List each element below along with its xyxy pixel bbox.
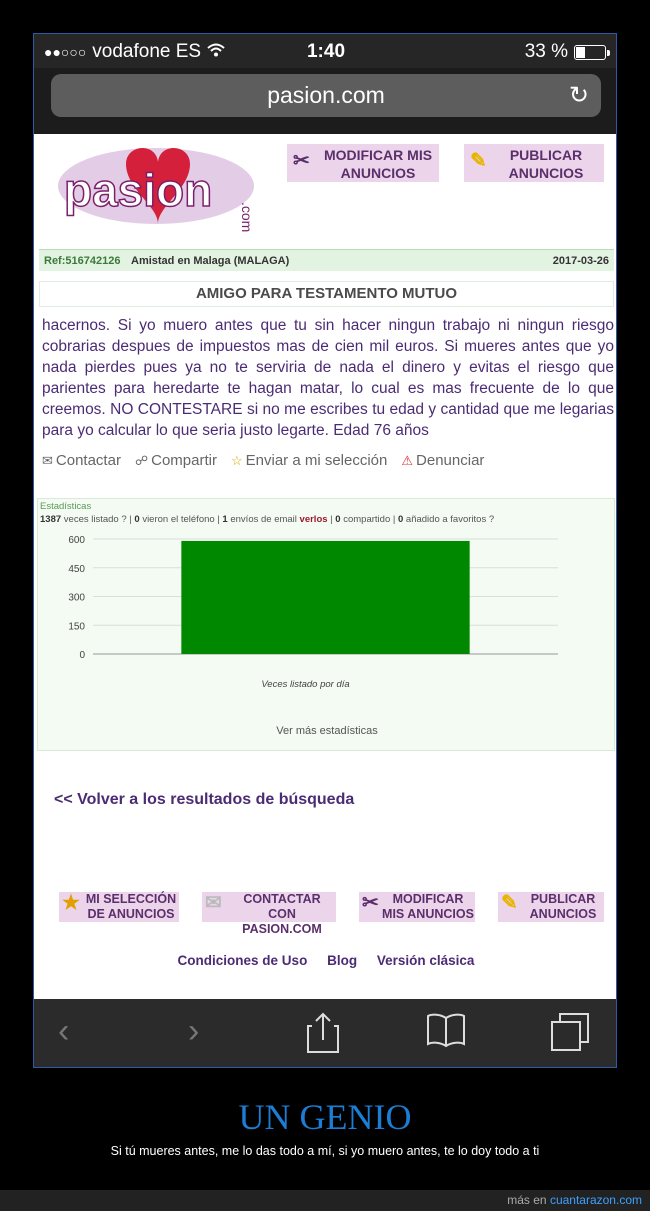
logo-suffix: .com — [239, 202, 255, 233]
contact-pasion-button[interactable]: ✉ CONTACTAR CON PASION.COM — [202, 892, 336, 922]
y-tick-label: 300 — [68, 592, 85, 604]
my-selection-button[interactable]: ★ MI SELECCIÓN DE ANUNCIOS — [59, 892, 179, 922]
ad-actions — [42, 452, 612, 469]
tabs-icon[interactable] — [550, 1012, 590, 1061]
ad-date: 2017-03-26 — [552, 255, 609, 267]
envelope-icon: ✉ — [205, 892, 222, 914]
site-link[interactable]: cuantarazon.com — [549, 1193, 642, 1207]
caption-subtitle: Si tú mueres antes, me lo das todo a mí, si yo muero antes, te lo doy todo a ti — [110, 1144, 540, 1158]
ad-title: AMIGO PARA TESTAMENTO MUTUO — [39, 281, 614, 307]
bookmarks-icon[interactable] — [426, 1012, 466, 1057]
ad-location: Amistad en Malaga (MALAGA) — [131, 255, 290, 267]
ad-reference: Ref:516742126 — [44, 255, 121, 267]
scissors-icon: ✂ — [293, 150, 310, 172]
modify-ads-button[interactable]: ✂ MODIFICAR MIS ANUNCIOS — [287, 144, 439, 182]
classic-version-link[interactable]: Versión clásica — [376, 953, 475, 968]
status-bar — [34, 34, 617, 68]
pencil-icon: ✎ — [470, 150, 487, 172]
web-content — [34, 134, 617, 999]
y-tick-label: 150 — [68, 621, 85, 633]
browser-toolbar — [34, 999, 617, 1068]
share-action[interactable]: ☍ Compartir — [134, 452, 217, 469]
caption-title: UN GENIO — [238, 1097, 412, 1137]
star-icon: ★ — [62, 892, 80, 914]
listings-chart — [38, 529, 616, 719]
site-footer: más en cuantarazon.com — [0, 1190, 650, 1211]
reload-icon[interactable]: ↻ — [568, 82, 589, 109]
ad-reference-bar — [39, 249, 614, 271]
statistics-summary: 1387 veces listado ? | 0 vieron el teléfono | 1 envíos de email verlos | 0 compartido | 0 añadido a favoritos ? — [40, 514, 495, 525]
x-axis-label: Veces listado por día — [261, 679, 350, 690]
send-selection-action[interactable]: ☆ Enviar a mi selección — [230, 452, 388, 469]
battery-icon — [574, 45, 606, 60]
signal-icon: ●●○○○ — [44, 44, 87, 60]
scissors-icon: ✂ — [362, 892, 379, 914]
address-bar[interactable] — [51, 74, 601, 117]
blog-link[interactable]: Blog — [327, 953, 358, 968]
carrier-name: vodafone ES — [92, 41, 202, 62]
publish-ads-button[interactable]: ✎ PUBLICAR ANUNCIOS — [464, 144, 604, 182]
statistics-title: Estadísticas — [40, 501, 92, 512]
y-tick-label: 600 — [68, 535, 85, 546]
star-icon: ☆ — [230, 453, 243, 468]
url-text: pasion.com — [267, 82, 385, 108]
clock: 1:40 — [306, 41, 346, 62]
envelope-icon: ✉ — [42, 453, 53, 468]
y-tick-label: 450 — [68, 563, 85, 575]
back-icon[interactable]: ‹ — [58, 1012, 70, 1050]
terms-link[interactable]: Condiciones de Uso — [177, 953, 308, 968]
battery-percent: 33 % — [524, 41, 568, 62]
pasion-logo[interactable] — [56, 144, 256, 234]
modify-ads-bottom-button[interactable]: ✂ MODIFICAR MIS ANUNCIOS — [359, 892, 475, 922]
share-sheet-icon[interactable] — [306, 1012, 340, 1063]
y-tick-label: 0 — [79, 650, 85, 661]
phone-screen — [33, 33, 617, 1068]
logo-text: pasion — [64, 164, 213, 216]
report-action[interactable]: ⚠ Denunciar — [401, 452, 485, 469]
more-stats-link[interactable]: Ver más estadísticas — [276, 725, 378, 737]
pencil-icon: ✎ — [501, 892, 518, 914]
view-emails-link[interactable]: verlos — [299, 514, 328, 525]
contact-action[interactable]: ✉ Contactar — [42, 452, 121, 469]
publish-ads-bottom-button[interactable]: ✎ PUBLICAR ANUNCIOS — [498, 892, 604, 922]
footer-links — [34, 953, 617, 968]
back-to-results-link[interactable]: << Volver a los resultados de búsqueda — [54, 791, 355, 808]
ad-body: hacernos. Si yo muero antes que tu sin hacer ningun trabajo ni ningun riesgo cobrarias despues de impuestos mas de cien mil euros. Si mueres antes que yo nada pierdes pues ya no te serviria de nada el dinero y evitas el riesgo que parientes para heredarte te hagan matar, lo cual es mas frecuente de lo que creemos. NO CONTESTARE si no me escribes tu edad y cantidad que me legarias para yo calcular lo que seria justo legarte. Edad 76 años — [42, 317, 614, 439]
chart-bar — [181, 541, 469, 654]
statistics-panel — [37, 498, 615, 751]
share-icon: ☍ — [134, 453, 149, 468]
warning-icon: ⚠ — [401, 453, 414, 468]
forward-icon[interactable]: › — [188, 1012, 200, 1050]
